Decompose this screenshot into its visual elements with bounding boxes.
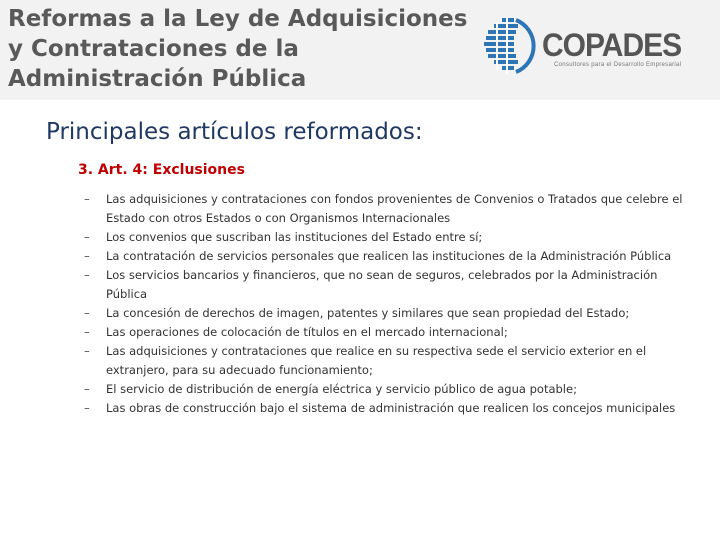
- list-item-text: Los servicios bancarios y financieros, que no sean de seguros, celebrados por la Administración Pública: [106, 268, 658, 301]
- list-item-text: Las adquisiciones y contrataciones con fondos provenientes de Convenios o Tratados que celebre el Estado con otros Estados o con Organismos Internacionales: [106, 192, 683, 225]
- list-item: [84, 266, 694, 304]
- list-item: [84, 380, 694, 399]
- list-item: [84, 304, 694, 323]
- list-item: [84, 190, 694, 228]
- copades-logo: [480, 14, 716, 78]
- list-item: [84, 342, 694, 380]
- dash-marker: –: [84, 249, 90, 263]
- article-subheading: 3. Art. 4: Exclusiones: [78, 162, 245, 178]
- list-item-text: El servicio de distribución de energía eléctrica y servicio público de agua potable;: [106, 382, 577, 396]
- logo-tagline: Consultores para el Desarrollo Empresarial: [554, 62, 682, 68]
- exclusions-list: [84, 190, 694, 418]
- list-item-text: Las adquisiciones y contrataciones que realice en su respectiva sede el servicio exterior en el extranjero, para su adecuado funcionamiento;: [106, 344, 647, 377]
- list-item-text: Las operaciones de colocación de títulos en el mercado internacional;: [106, 325, 508, 339]
- list-item-text: Los convenios que suscriban las instituciones del Estado entre sí;: [106, 230, 483, 244]
- dash-marker: –: [84, 382, 90, 396]
- dash-marker: –: [84, 344, 90, 358]
- list-item: [84, 247, 694, 266]
- list-item: [84, 399, 694, 418]
- dash-marker: –: [84, 325, 90, 339]
- list-item-text: La contratación de servicios personales que realicen las instituciones de la Administración Pública: [106, 249, 672, 263]
- list-item: [84, 323, 694, 342]
- globe-icon: [480, 14, 536, 78]
- logo-wordmark: COPADES: [542, 28, 682, 64]
- dash-marker: –: [84, 306, 90, 320]
- dash-marker: –: [84, 401, 90, 415]
- list-item-text: La concesión de derechos de imagen, patentes y similares que sean propiedad del Estado;: [106, 306, 630, 320]
- dash-marker: –: [84, 268, 90, 282]
- header-band: [0, 0, 720, 100]
- slide-title: Reformas a la Ley de Adquisiciones y Contrataciones de la Administración Pública: [8, 6, 468, 92]
- section-title: Principales artículos reformados:: [46, 119, 423, 145]
- list-item-text: Las obras de construcción bajo el sistema de administración que realicen los concejos municipales: [106, 401, 676, 415]
- list-item: [84, 228, 694, 247]
- dash-marker: –: [84, 192, 90, 206]
- dash-marker: –: [84, 230, 90, 244]
